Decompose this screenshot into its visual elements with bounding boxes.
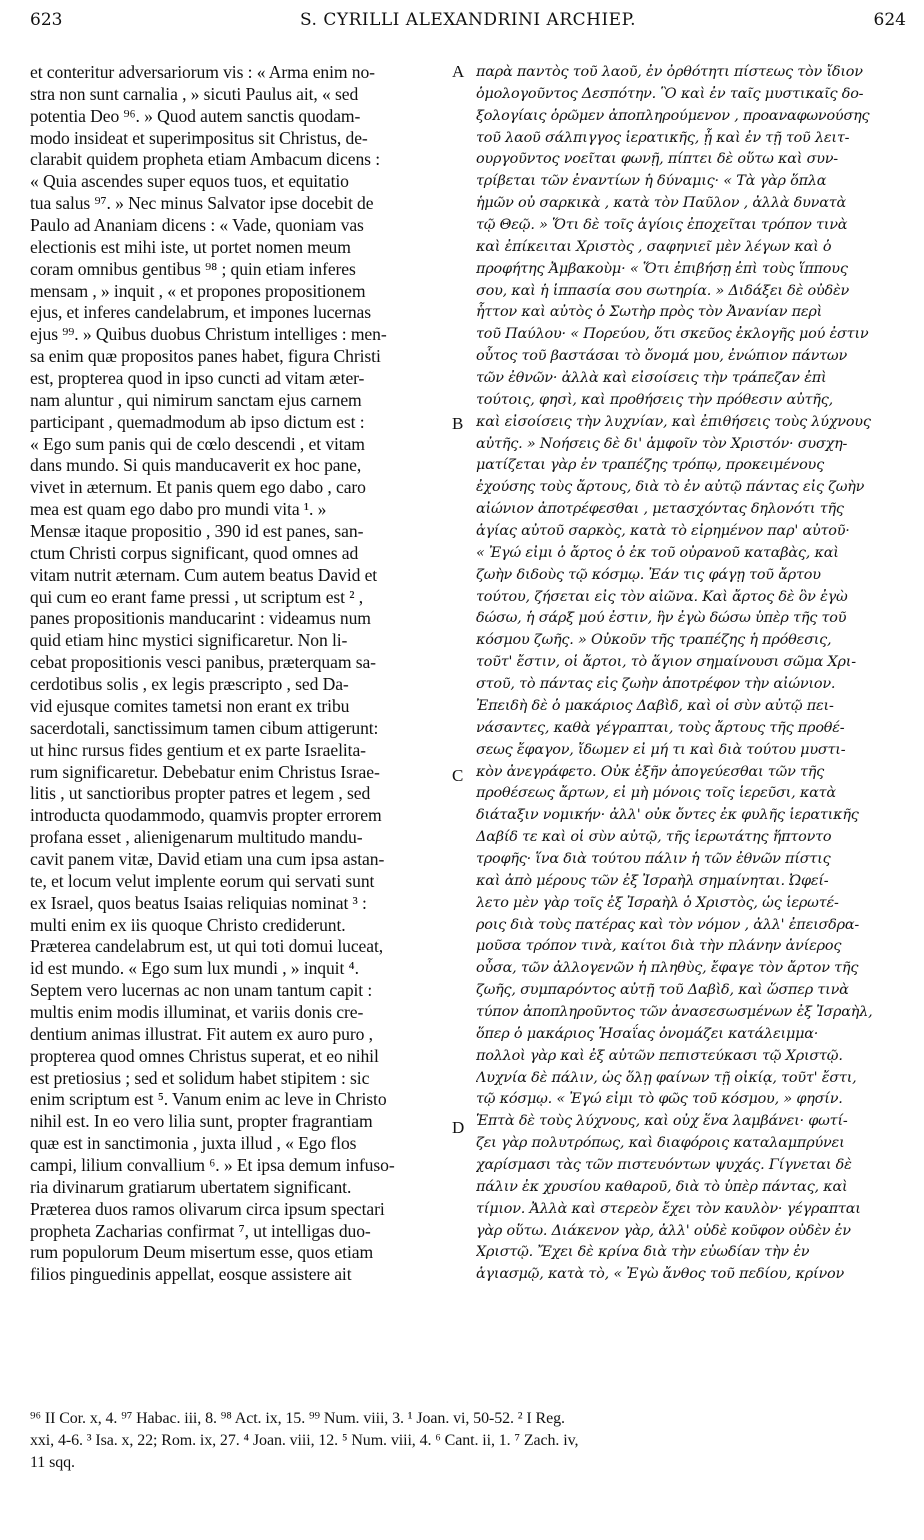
- latin-text-line: vitam nutrit æternam. Cum autem beatus David et: [30, 564, 378, 585]
- greek-text-line: νάσαντες, καθὰ γέγραπται, τοὺς ἄρτους τῆς προθέ-: [476, 719, 845, 736]
- greek-text-line: ἁγιασμῷ, κατὰ τὸ, « Ἐγὼ ἄνθος τοῦ πεδίου, κρίνον: [476, 1266, 845, 1283]
- greek-text-line: τῷ κόσμῳ. « Ἐγώ εἰμι τὸ φῶς τοῦ κόσμου, » φησίν.: [476, 1091, 843, 1108]
- greek-text-line: καὶ ἀπὸ μέρους τῶν ἐξ Ἰσραὴλ σημαίνηται. Ὠφεί-: [476, 872, 829, 889]
- greek-text-line: Ἑπτὰ δὲ τοὺς λύχνους, καὶ οὐχ ἕνα λαμβάνει· φωτί-: [476, 1113, 848, 1130]
- greek-text-line: τῶν ἐθνῶν· ἀλλὰ καὶ εἰσοίσεις τὴν τράπεζαν ἐπὶ: [476, 370, 827, 387]
- latin-text-line: nihil est. In eo vero lilia sunt, propter fragrantiam: [30, 1111, 373, 1132]
- greek-text-line: πάλιν ἐκ χρυσίου καθαροῦ, διὰ τὸ ὑπὲρ πάντας, καὶ: [476, 1178, 848, 1195]
- latin-text-line: introducta quodammodo, quamvis propter errorem: [30, 805, 382, 826]
- latin-text-line: id est mundo. « Ego sum lux mundi , » inquit ⁴.: [30, 958, 359, 979]
- latin-text-line: modo insideat et superimpositus sit Christus, de-: [30, 127, 368, 148]
- greek-text-line: ὅπερ ὁ μακάριος Ἡσαΐας ὀνομάζει κατάλειμμα·: [476, 1025, 819, 1042]
- greek-text-line: τρίβεται τῶν ἐναντίων ἡ δύναμις· « Τὰ γὰρ ὅπλα: [476, 173, 827, 190]
- latin-text-line: mea est quam ego dabo pro mundi vita ¹. »: [30, 499, 327, 520]
- latin-text-line: tua salus ⁹⁷. » Nec minus Salvator ipse docebit de: [30, 193, 374, 214]
- latin-text-line: filios pinguedinis appellat, eosque assistere ait: [30, 1264, 352, 1285]
- greek-text-line: σου, καὶ ἡ ἱππασία σου σωτηρία. » Διδάξει δὲ οὐδὲν: [476, 282, 850, 299]
- latin-text-line: ex Israel, quos beatus Isaias reliquias nominat ³ :: [30, 892, 367, 913]
- greek-text-line: δώσω, ἡ σάρξ μού ἐστιν, ἣν ἐγὼ δώσω ὑπὲρ τῆς τοῦ: [476, 610, 847, 627]
- latin-text-line: et conteritur adversariorum vis : « Arma enim no-: [30, 62, 375, 82]
- latin-text-line: stra non sunt carnalia , » sicuti Paulus ait, « sed: [30, 83, 359, 104]
- greek-text-line: « Ἐγώ εἰμι ὁ ἄρτος ὁ ἐκ τοῦ οὐρανοῦ καταβὰς, καὶ: [476, 544, 839, 561]
- greek-text-line: τύπον ἀποπληροῦντος τῶν ἀνασεσωσμένων ἐξ Ἰσραὴλ,: [476, 1003, 873, 1020]
- latin-text-line: quæ est in sanctimonia , juxta illud , « Ego flos: [30, 1133, 357, 1154]
- page-number-left: 623: [30, 10, 63, 30]
- latin-text-line: electionis est mihi iste, ut portet nomen meum: [30, 236, 351, 257]
- greek-text-line: οὗτος τοῦ βαστάσαι τὸ ὄνομά μου, ἐνώπιον πάντων: [476, 348, 848, 365]
- greek-column: [476, 62, 906, 1286]
- latin-text-line: ejus, et inferes candelabrum, et impones lucernas: [30, 302, 371, 323]
- greek-text-line: τοῦτ' ἔστιν, οἱ ἄρτοι, τὸ ἅγιον σημαίνουσι σῶμα Χρι-: [476, 654, 856, 671]
- greek-text-line: ἡμῶν οὐ σαρκικὰ , κατὰ τὸν Παῦλον , ἀλλὰ δυνατὰ: [476, 195, 847, 212]
- greek-text-line: ὁμολογοῦντος Δεσπότην. Ὃ καὶ ἐν ταῖς μυστικαῖς δο-: [476, 85, 864, 102]
- latin-text-line: potentia Deo ⁹⁶. » Quod autem sanctis quodam-: [30, 105, 361, 126]
- latin-text-line: litis , ut sanctioribus propter patres et legem , sed: [30, 783, 371, 804]
- latin-text-line: ctum Christi corpus significant, quod omnes ad: [30, 542, 359, 563]
- latin-text-line: campi, lilium convallium ⁶. » Et ipsa demum infuso-: [30, 1154, 395, 1175]
- latin-text-line: cerdotibus solis , ex legis præscripto , sed Da-: [30, 674, 349, 695]
- latin-text-line: dentium animas illustrat. Fit autem ex auro puro ,: [30, 1023, 373, 1044]
- latin-text-line: sa enim quæ propositos panes habet, figura Christi: [30, 346, 381, 367]
- greek-text-line: ἐχούσης τοὺς ἄρτους, διὰ τὸ ἐν αὐτῷ πάντας εἰς ζωὴν: [476, 479, 865, 496]
- latin-text-line: Paulo ad Ananiam dicens : « Vade, quoniam vas: [30, 215, 364, 236]
- greek-text-line: κόσμου ζωῆς. » Οὐκοῦν τῆς τραπέζης ἡ πρόθεσις,: [476, 632, 832, 649]
- greek-text-line: ζωῆς, συμπαρόντος αὐτῇ τοῦ Δαβὶδ, καὶ ὥσπερ τινὰ: [476, 982, 849, 999]
- latin-text-line: ut hinc rursus fides gentium et ex parte Israelita-: [30, 739, 366, 760]
- latin-text-line: panes propositionis manducarint : videamus num: [30, 608, 371, 629]
- greek-text-line: ἁγίας αὐτοῦ σαρκὸς, κατὰ τὸ εἰρημένον παρ' αὐτοῦ·: [476, 523, 850, 540]
- running-title: S. CYRILLI ALEXANDRINI ARCHIEP.: [300, 10, 636, 30]
- latin-text-line: coram omnibus gentibus ⁹⁸ ; quin etiam inferes: [30, 258, 356, 279]
- latin-text-line: dans mundo. Si quis manducaverit ex hoc pane,: [30, 455, 362, 476]
- greek-text-line: αἰώνιον ἀποτρέφεσθαι , μετασχόντας δηλονότι τῆς: [476, 501, 844, 518]
- greek-text-line: Δαβίδ τε καὶ οἱ σὺν αὐτῷ, τῆς ἱερωτάτης ἥπτοντο: [476, 829, 832, 846]
- greek-text-line: καὶ ἐπίκειται Χριστὸς , σαφηνιεῖ μὲν λέγων καὶ ὁ: [476, 238, 832, 255]
- latin-text-line: cavit panem vitæ, David etiam una cum ipsa astan-: [30, 848, 385, 869]
- latin-text-line: nam aluntur , qui nimirum sanctam ejus carnem: [30, 389, 362, 410]
- greek-text-line: γὰρ οὕτω. Διάκενον γὰρ, ἀλλ' οὐδὲ κοῦφον οὐδὲν ἐν: [476, 1222, 851, 1239]
- greek-text-line: ζωὴν διδοὺς τῷ κόσμῳ. Ἐάν τις φάγῃ τοῦ ἄρτου: [476, 566, 821, 583]
- latin-text-line: propheta Zacharias confirmat ⁷, ut intelligas duo-: [30, 1220, 371, 1241]
- latin-text-line: Præterea duos ramos olivarum circa ipsum spectari: [30, 1198, 385, 1219]
- latin-text-line: « Ego sum panis qui de cœlo descendi , et vitam: [30, 433, 365, 454]
- greek-text-line: προθέσεως ἄρτων, εἰ μὴ μόνοις τοῖς ἱερεῦσι, κατὰ: [476, 785, 836, 802]
- latin-text-line: vivet in æternum. Et panis quem ego dabo , caro: [30, 477, 366, 498]
- greek-text-line: κὸν ἀνεγράφετο. Οὐκ ἐξῆν ἀπογεύεσθαι τῶν τῆς: [476, 763, 825, 780]
- greek-text-line: ματίζεται γὰρ ἐν τραπέζης τρόπῳ, προκειμένους: [476, 457, 824, 474]
- latin-text-line: rum populorum Deum misertum esse, quos etiam: [30, 1242, 374, 1263]
- latin-text-line: rum significaretur. Debebatur enim Christus Israe-: [30, 761, 380, 782]
- latin-text-line: Septem vero lucernas ac non unam tantum capit :: [30, 980, 373, 1001]
- greek-text-line: ξολογίαις ὁρῶμεν ἀποπληρούμενον , προαναφωνούσης: [476, 107, 870, 124]
- greek-text-line: καὶ εἰσοίσεις τὴν λυχνίαν, καὶ ἐπιθήσεις τοὺς λύχνους: [476, 413, 871, 430]
- latin-text-line: multis enim modis illuminat, et variis donis cre-: [30, 1001, 364, 1022]
- latin-text-line: propterea quod omnes Christus superat, et eo nihil: [30, 1045, 379, 1066]
- greek-text-line: ουργοῦντος νοεῖται φωνῇ, πίπτει δὲ οὕτω καὶ συν-: [476, 151, 838, 168]
- footnote-line: 11 sqq.: [30, 1454, 75, 1471]
- latin-text-line: ejus ⁹⁹. » Quibus duobus Christum intelliges : men-: [30, 324, 387, 345]
- footnotes: [30, 1408, 906, 1474]
- latin-text-line: profana esset , alienigenarum multitudo mandu-: [30, 827, 363, 848]
- greek-text-line: διάταξιν νομικήν· ἀλλ' οὐκ ὄντες ἐκ φυλῆς ἱερατικῆς: [476, 807, 859, 824]
- greek-text-line: στοῦ, τὸ πάντας εἰς ζωὴν ἀποτρέφον τὴν αἰώνιον.: [476, 676, 836, 693]
- latin-text-line: participant , quemadmodum ab ipso dictum est :: [30, 411, 365, 432]
- greek-text-line: τούτου, ζήσεται εἰς τὸν αἰῶνα. Καὶ ἄρτος δὲ ὃν ἐγὼ: [476, 588, 848, 605]
- greek-text-line: ἧττον καὶ αὐτὸς ὁ Σωτὴρ πρὸς τὸν Ἀνανίαν περὶ: [476, 304, 823, 321]
- greek-text-line: πολλοὶ γὰρ καὶ ἐξ αὐτῶν πεπιστεύκασι τῷ Χριστῷ.: [476, 1047, 843, 1064]
- greek-text-line: τοῦ λαοῦ σάλπιγγος ἱερατικῆς, ᾗ καὶ ἐν τῇ τοῦ λειτ-: [476, 129, 850, 146]
- latin-text-line: cebat propositionis vesci panibus, præterquam sa-: [30, 652, 376, 673]
- greek-text-line: τροφῆς· ἵνα διὰ τούτου πάλιν ἡ τῶν ἐθνῶν πίστις: [476, 850, 831, 867]
- latin-text-line: clarabit quidem propheta etiam Ambacum dicens :: [30, 149, 380, 170]
- page-header: [30, 10, 906, 40]
- latin-text-line: Præterea candelabrum est, ut qui toti domui luceat,: [30, 936, 384, 957]
- greek-text-line: τούτοις, φησὶ, καὶ προθήσεις τὴν πρόθεσιν αὐτῆς,: [476, 391, 833, 408]
- footnote-line: ⁹⁶ II Cor. x, 4. ⁹⁷ Habac. iii, 8. ⁹⁸ Act. ix, 15. ⁹⁹ Num. viii, 3. ¹ Joan. vi, 50-52. ² I Reg.: [30, 1410, 565, 1427]
- greek-text-line: τῷ Θεῷ. » Ὅτι δὲ τοῖς ἁγίοις ἐποχεῖται τρόπον τινὰ: [476, 217, 848, 234]
- greek-text-line: τοῦ Παύλου· « Πορεύου, ὅτι σκεῦος ἐκλογῆς μού ἐστιν: [476, 326, 869, 343]
- greek-text-line: λετο μὲν γὰρ τοῖς ἐξ Ἰσραὴλ ὁ Χριστὸς, ὡς ἱερωτέ-: [476, 894, 839, 911]
- greek-text-line: Ἐπειδὴ δὲ ὁ μακάριος Δαβὶδ, καὶ οἱ σὺν αὐτῷ πει-: [476, 697, 834, 714]
- latin-text-line: est, propterea quod in ipso cuncti ad vitam æter-: [30, 368, 365, 389]
- section-marker-b: B: [452, 414, 464, 433]
- latin-text-line: mensam , » inquit , « et propones propositionem: [30, 280, 366, 301]
- latin-text-line: est pretiosius ; sed et solidum habet stipitem : sic: [30, 1067, 370, 1088]
- latin-text-line: Mensæ itaque propositio , 390 id est panes, san-: [30, 521, 364, 542]
- latin-text-line: multi enim ex iis quoque Christo crediderunt.: [30, 914, 346, 935]
- latin-text-line: sacerdotali, sanctissimum tamen cibum attigerunt:: [30, 717, 379, 738]
- section-marker-a: A: [452, 62, 465, 81]
- greek-text-line: Λυχνία δὲ πάλιν, ὡς ὅλῃ φαίνων τῇ οἰκίᾳ, τοῦτ' ἔστι,: [476, 1069, 857, 1086]
- greek-text-line: οὖσα, τῶν ἀλλογενῶν ἡ πληθὺς, ἔφαγε τὸν ἄρτον τῆς: [476, 960, 859, 977]
- footnote-line: xxi, 4-6. ³ Isa. x, 22; Rom. ix, 27. ⁴ Joan. viii, 12. ⁵ Num. viii, 4. ⁶ Cant. ii, 1. ⁷ Zach. iv,: [30, 1432, 579, 1449]
- latin-text-line: ria divinarum gratiarum ubertatem significant.: [30, 1176, 352, 1197]
- latin-text-line: « Quia ascendes super equos tuos, et equitatio: [30, 171, 349, 192]
- latin-text-line: quid etiam hinc mystici significaretur. Non li-: [30, 630, 348, 651]
- greek-text-line: Χριστῷ. Ἔχει δὲ κρίνα διὰ τὴν εὐωδίαν τὴν ἐν: [476, 1244, 810, 1261]
- greek-text-line: παρὰ παντὸς τοῦ λαοῦ, ἐν ὀρθότητι πίστεως τὸν ἴδιον: [476, 64, 863, 80]
- latin-column: [30, 62, 445, 1286]
- greek-text-line: μοῦσα τρόπον τινὰ, καίτοι διὰ τὴν πλάνην ἀνίερος: [476, 938, 842, 955]
- greek-text-line: ζει γὰρ πολυτρόπως, καὶ διαφόροις καταλαμπρύνει: [476, 1135, 845, 1152]
- latin-text-line: vid ejusque comites tametsi non erant ex tribu: [30, 695, 350, 716]
- section-marker-c: C: [452, 766, 464, 785]
- section-marker-d: D: [452, 1118, 465, 1137]
- greek-text-line: ροις διὰ τοὺς πατέρας καὶ τὸν νόμον , ἀλλ' ἐπεισδρα-: [476, 916, 860, 933]
- latin-text-line: enim scriptum est ⁵. Vanum enim ac leve in Christo: [30, 1089, 387, 1110]
- greek-text-line: αὐτῆς. » Νοήσεις δὲ δι' ἀμφοῖν τὸν Χριστόν· συσχη-: [476, 435, 848, 452]
- greek-text-line: σεως ἔφαγον, ἴδωμεν εἰ μή τι καὶ διὰ τούτου μυστι-: [476, 741, 846, 758]
- greek-text-line: τίμιον. Ἀλλὰ καὶ στερεὸν ἔχει τὸν καυλὸν· γέγραπται: [476, 1200, 861, 1217]
- greek-text-line: χαρίσμασι τὰς τῶν πιστευόντων ψυχάς. Γίγνεται δὲ: [476, 1156, 852, 1173]
- greek-text-line: προφήτης Ἀμβακοὺμ· « Ὅτι ἐπιβήσῃ ἐπὶ τοὺς ἵππους: [476, 260, 848, 277]
- page-number-right: 624: [873, 10, 906, 30]
- latin-text-line: te, et locum velut implente eorum qui servati sunt: [30, 870, 375, 891]
- latin-text-line: qui cum eo erant fame pressi , ut scriptum est ² ,: [30, 586, 364, 607]
